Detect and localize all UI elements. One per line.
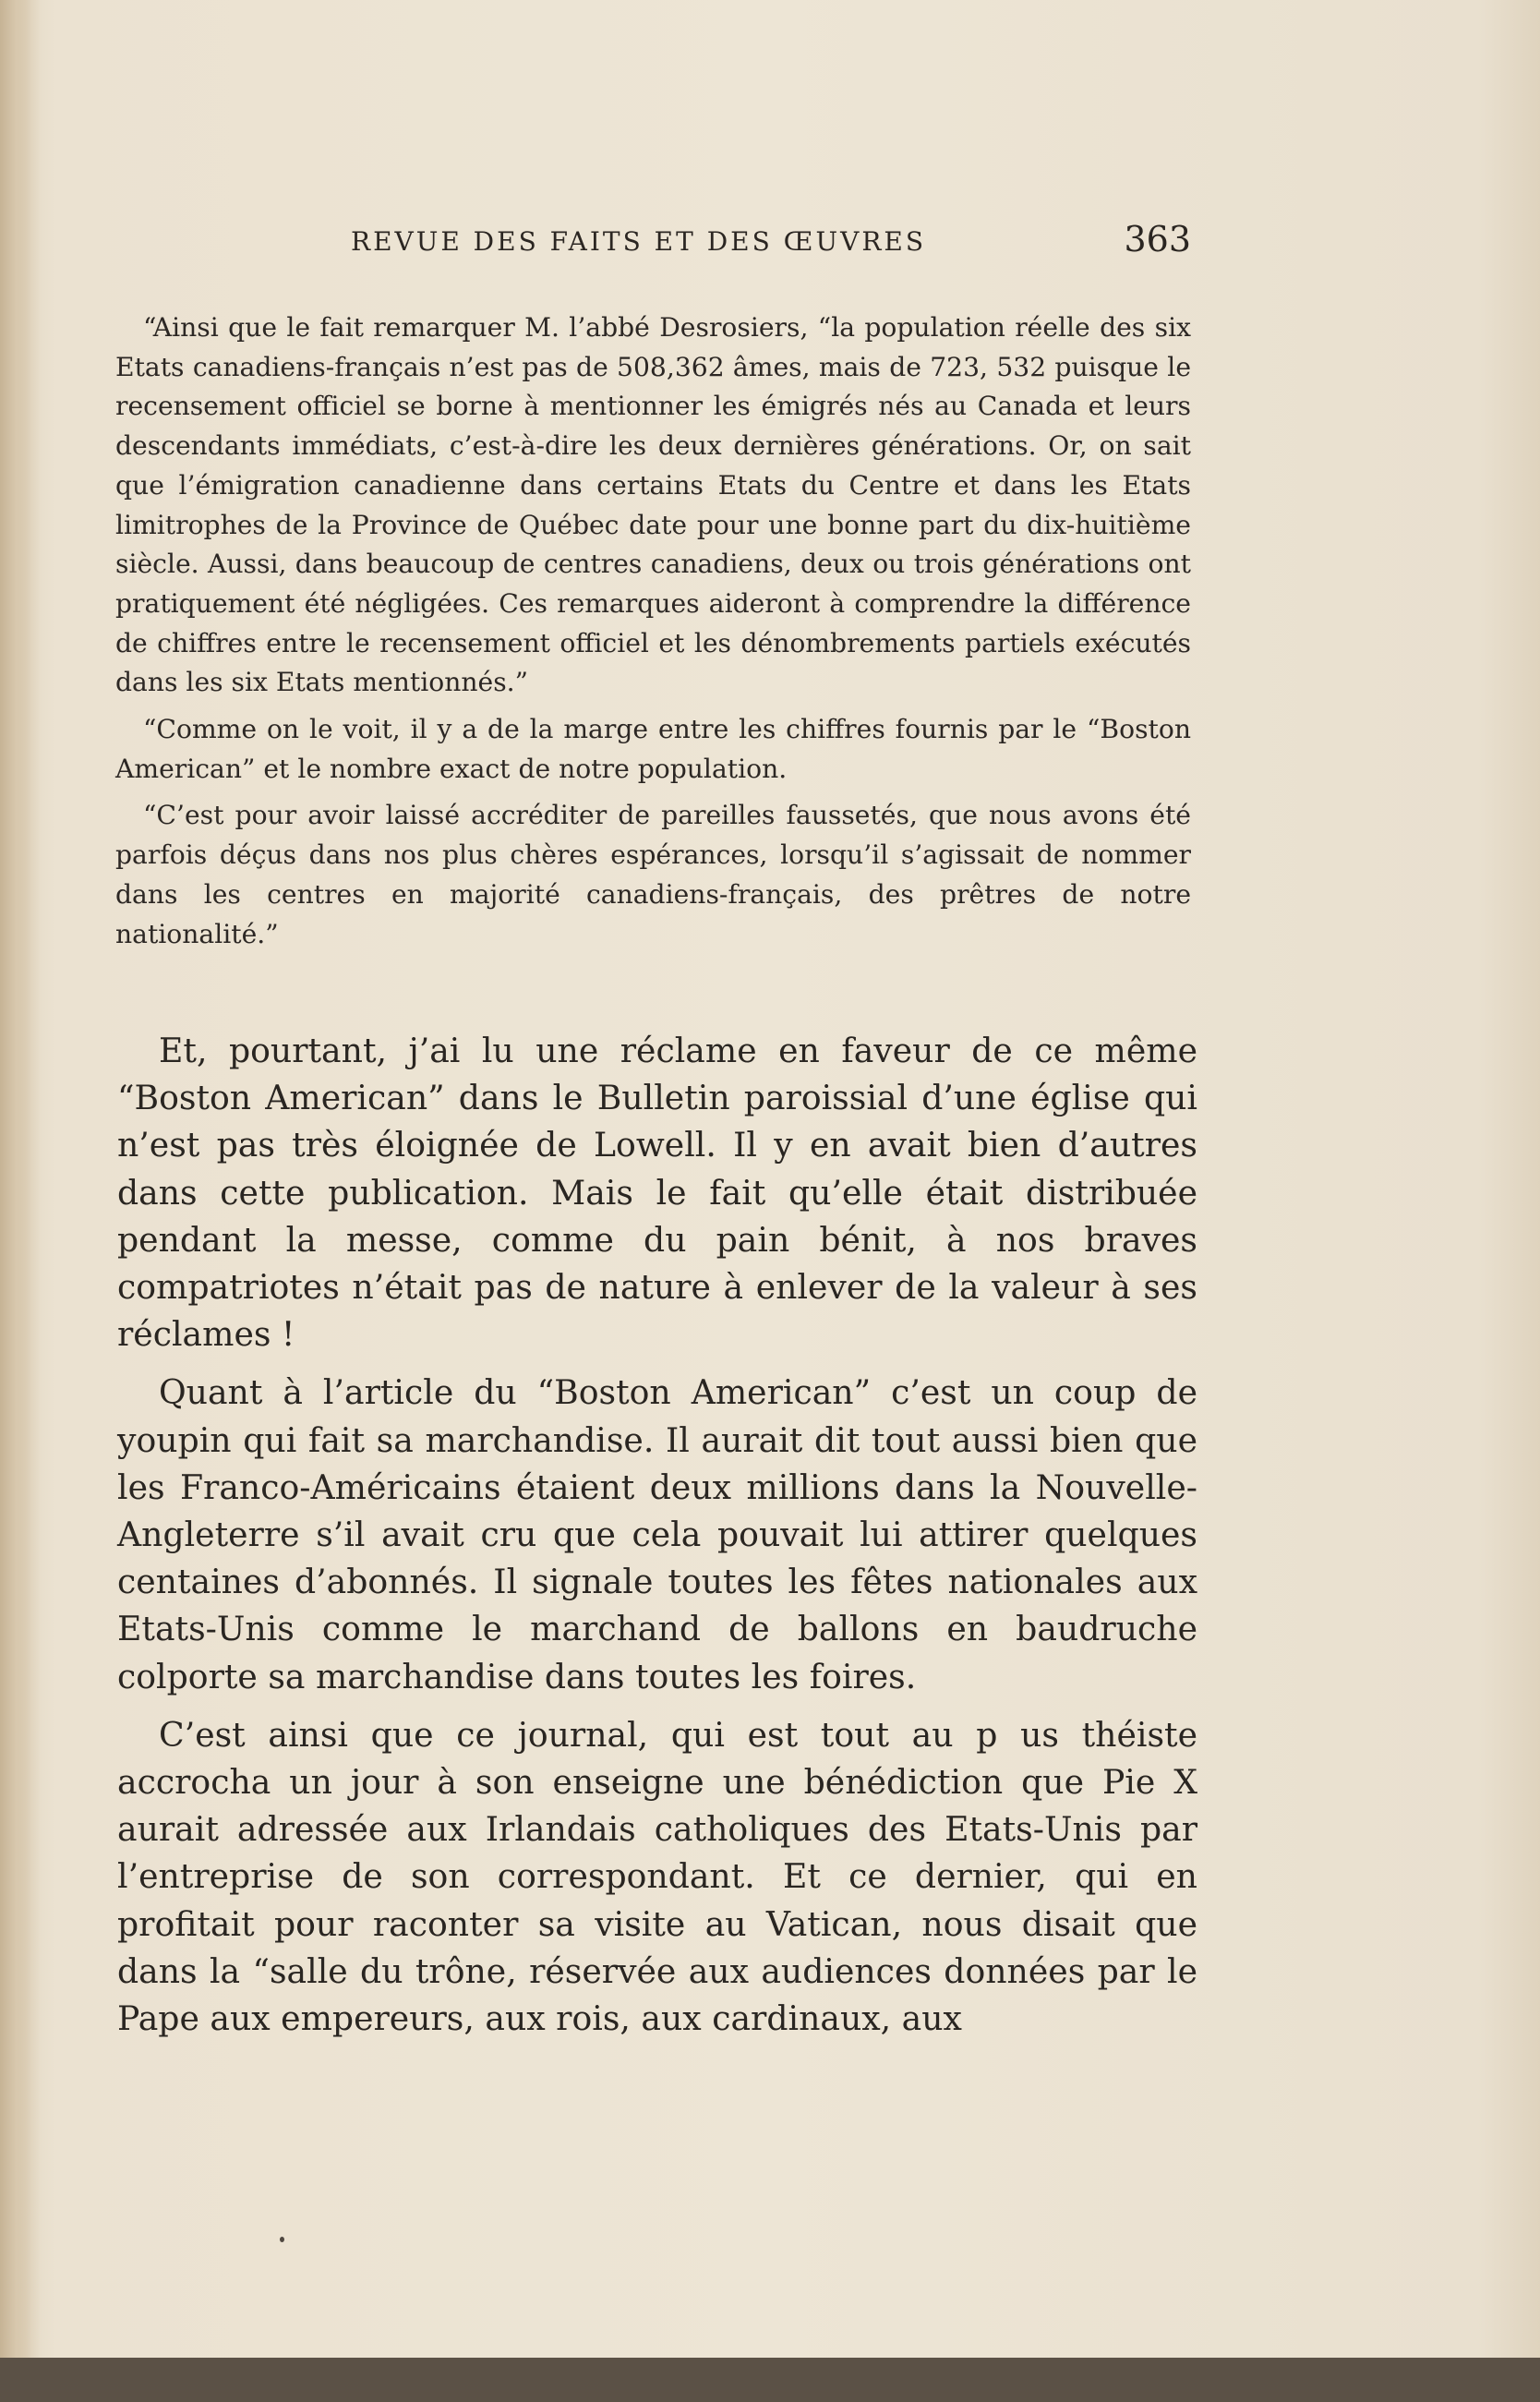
quoted-passage — [115, 308, 1191, 961]
ink-spot — [280, 2237, 284, 2242]
page-left-edge — [0, 0, 41, 2402]
body-text — [117, 1027, 1197, 2053]
quote-paragraph: “C’est pour avoir laissé accréditer de pareilles faussetés, que nous avons été parfois déçus dans nos plus chères espérances, lorsqu’il s’agissait de nommer dans les centres en majorité canadiens-français, des prêtres de notre nationalité.” — [115, 800, 1191, 949]
page-header — [351, 219, 1191, 265]
page-number: 363 — [1124, 219, 1191, 260]
body-paragraph: Quant à l’article du “Boston American” c’est un coup de youpin qui fait sa marchandise. Il aurait dit tout aussi bien que les Franco-Américains étaient deux millions dans la Nouvelle-Angleterre s’il avait cru que cela pouvait lui attirer quelques centaines d’abonnés. Il signale toutes les fêtes nationales aux Etats-Unis comme le marchand de ballons en baudruche colporte sa marchandise dans toutes les foires. — [117, 1372, 1197, 1696]
body-paragraph: Et, pourtant, j’ai lu une réclame en faveur de ce même “Boston American” dans le Bulletin paroissial d’une église qui n’est pas très éloignée de Lowell. Il y en avait bien d’autres dans cette publication. Mais le fait qu’elle était distribuée pendant la messe, comme du pain bénit, à nos braves compatriotes n’était pas de nature à enlever de la valeur à ses réclames ! — [117, 1031, 1197, 1355]
running-title: REVUE DES FAITS ET DES ŒUVRES — [351, 226, 927, 257]
scan-bottom-edge — [0, 2358, 1540, 2402]
body-paragraph: C’est ainsi que ce journal, qui est tout au p us théiste accrocha un jour à son enseigne une bénédiction que Pie X aurait adressée aux Irlandais catholiques des Etats-Unis par l’entreprise de son correspondant. Et ce dernier, qui en profitait pour raconter sa visite au Vatican, nous disait que dans la “salle du trône, réservée aux audiences données par le Pape aux empereurs, aux rois, aux cardinaux, aux — [117, 1714, 1197, 2039]
quote-paragraph: “Comme on le voit, il y a de la marge entre les chiffres fournis par le “Boston American” et le nombre exact de notre population. — [115, 714, 1191, 784]
quote-paragraph: “Ainsi que le fait remarquer M. l’abbé Desrosiers, “la population réelle des six Etats canadiens-français n’est pas de 508,362 âmes, mais de 723, 532 puisque le recensement officiel se borne à mentionner les émigrés nés au Canada et leurs descendants immédiats, c’est-à-dire les deux dernières générations. Or, on sait que l’émigration canadienne dans certains Etats du Centre et dans les Etats limitrophes de la Province de Québec date pour une bonne part du dix-huitième siècle. Aussi, dans beaucoup de centres canadiens, deux ou trois générations ont pratiquement été négligées. Ces remarques aideront à comprendre la différence de chiffres entre le recensement officiel et les dénombrements partiels exécutés dans les six Etats mentionnés.” — [115, 312, 1191, 698]
